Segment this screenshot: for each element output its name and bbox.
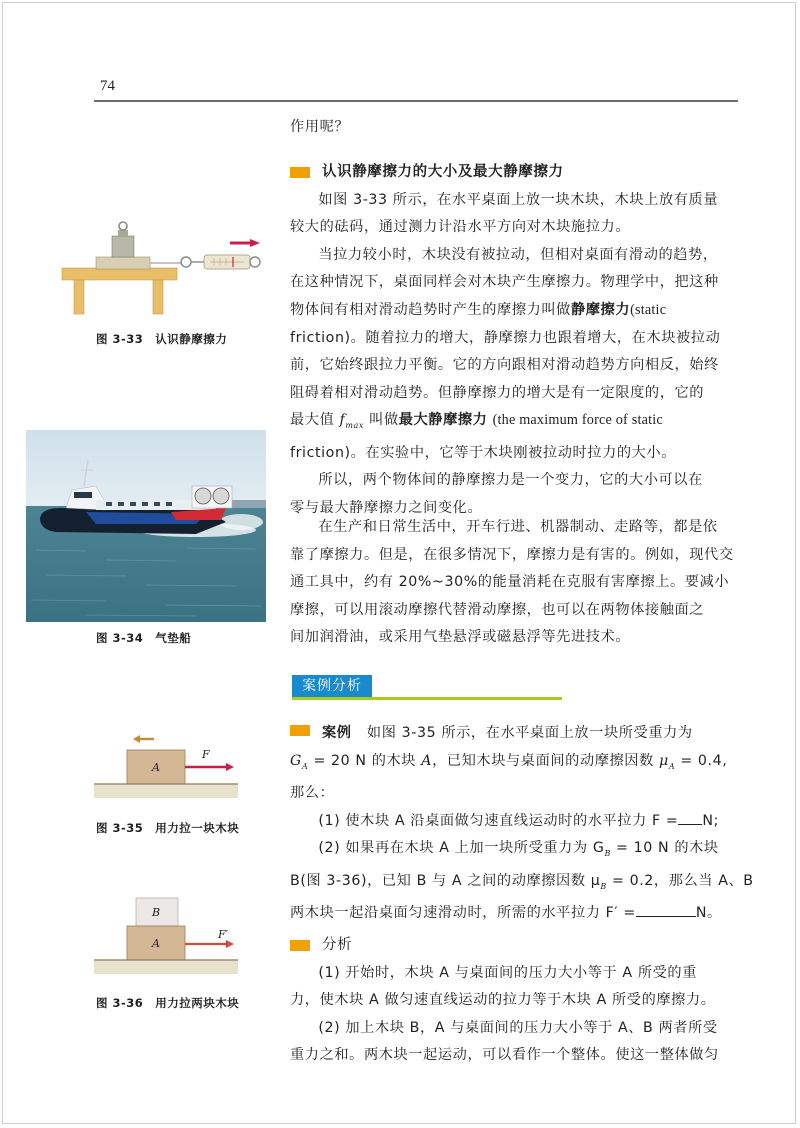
text-line: 力，使木块 A 做匀速直线运动的拉力等于木块 A 所受的摩擦力。 bbox=[290, 992, 716, 1009]
subscript: B bbox=[604, 849, 611, 859]
text-line: 所以，两个物体间的静摩擦力是一个变力，它的大小可以在 bbox=[318, 472, 703, 489]
text-line: 如图 3-33 所示，在水平桌面上放一块木块，木块上放有质量 bbox=[318, 191, 719, 208]
text-run: = 10 N 的木块 bbox=[610, 840, 719, 857]
banner-underline bbox=[292, 697, 562, 700]
block-a-label: A bbox=[152, 761, 160, 774]
case-label: 案例 bbox=[322, 725, 352, 741]
text-line: 间加润滑油，或采用气垫悬浮或磁悬浮等先进技术。 bbox=[290, 629, 631, 646]
text-run: = 0.4, bbox=[675, 752, 728, 769]
paragraph-1 bbox=[290, 187, 740, 242]
text-run: N。 bbox=[695, 905, 722, 922]
subscript: A bbox=[668, 761, 676, 771]
figure-number: 图 3-35 bbox=[96, 821, 144, 835]
analysis-heading-text: 分析 bbox=[322, 937, 353, 953]
text-run: (1) 使木块 A 沿桌面做匀速直线运动时的水平拉力 F = bbox=[318, 812, 679, 829]
analysis-section bbox=[290, 932, 740, 1070]
figure-number: 图 3-34 bbox=[96, 631, 144, 645]
table-spring-scale-illustration bbox=[58, 212, 268, 322]
text-line bbox=[290, 900, 740, 928]
paragraph-2 bbox=[290, 242, 740, 468]
orange-square-marker bbox=[290, 940, 310, 951]
text-run: = 0.2，那么当 A、B bbox=[606, 872, 754, 889]
text-line: 那么： bbox=[290, 785, 335, 802]
text-line: 阻碍着相对滑动趋势。但静摩擦力的增大是有一定限度的，它的 bbox=[290, 384, 705, 401]
text-line: 重力之和。两木块一起运动，可以看作一个整体。使这一整体做匀 bbox=[290, 1047, 719, 1064]
intro-tail bbox=[290, 114, 740, 142]
section-heading-text: 认识静摩擦力的大小及最大静摩擦力 bbox=[322, 164, 564, 180]
figure-3-35-caption bbox=[96, 820, 239, 836]
term-max-static-friction: 最大静摩擦力 bbox=[398, 412, 488, 429]
symbol-f: f bbox=[339, 412, 346, 429]
figure-number: 图 3-33 bbox=[96, 332, 144, 346]
text-line: 靠了摩擦力。但是，在很多情况下，摩擦力是有害的。例如，现代交 bbox=[290, 546, 734, 563]
figure-title: 认识静摩擦力 bbox=[155, 332, 228, 346]
english-term: (the maximum force of static bbox=[492, 412, 663, 429]
text-line: 前，它始终跟拉力平衡。它的方向跟相对滑动趋势方向相反，始终 bbox=[290, 357, 719, 374]
question-2 bbox=[290, 835, 740, 867]
text-run: (2) 如果再在木块 A 上加一块所受重力为 G bbox=[318, 840, 605, 857]
two-blocks-pull-illustration bbox=[92, 896, 242, 976]
block-a-label: A bbox=[152, 937, 160, 950]
figure-title: 气垫船 bbox=[155, 631, 192, 645]
text-line: 在这种情况下，桌面同样会对木块产生摩擦力。物理学中，把这种 bbox=[290, 274, 719, 291]
figure-title: 用力拉两块木块 bbox=[155, 996, 240, 1010]
case-analysis-label: 案例分析 bbox=[292, 675, 372, 697]
figure-3-35 bbox=[92, 730, 242, 800]
text-line bbox=[290, 868, 754, 900]
text-line: 较大的砝码，通过测力计沿水平方向对木块施拉力。 bbox=[290, 219, 631, 236]
symbol-mu: μ bbox=[659, 752, 669, 769]
text-line: (1) 开始时，木块 A 与桌面间的压力大小等于 A 所受的重 bbox=[318, 964, 697, 981]
text-line bbox=[290, 407, 740, 439]
term-static-friction: 静摩擦力 bbox=[570, 301, 631, 318]
text-line: 零与最大静摩擦力之间变化。 bbox=[290, 499, 483, 516]
subscript: A bbox=[301, 761, 309, 771]
text-run: ，已知木块与桌面间的动摩擦因数 bbox=[432, 752, 659, 769]
text-line: 当拉力较小时，木块没有被拉动，但相对桌面有滑动的趋势， bbox=[318, 246, 718, 263]
subscript: B bbox=[600, 881, 607, 891]
block-b-label: B bbox=[152, 906, 161, 919]
figure-title: 用力拉一块木块 bbox=[155, 821, 240, 835]
page-number: 74 bbox=[100, 78, 115, 94]
answer-blank-1 bbox=[678, 808, 702, 825]
english-term: (static bbox=[630, 301, 667, 318]
figure-3-36-caption bbox=[96, 995, 239, 1011]
force-label: F bbox=[202, 748, 210, 761]
text-run: 物体间有相对滑动趋势时产生的摩擦力叫做 bbox=[290, 301, 571, 318]
force-label: F′ bbox=[218, 928, 229, 941]
hovercraft-image bbox=[26, 430, 266, 622]
answer-blank-2 bbox=[636, 900, 696, 917]
text-line: 通工具中，约有 20%~30%的能量消耗在克服有害摩擦上。要减小 bbox=[290, 574, 730, 591]
figure-number: 图 3-36 bbox=[96, 996, 144, 1010]
text-run: 如图 3-35 所示，在水平桌面上放一块所受重力为 bbox=[366, 725, 693, 741]
analysis-heading bbox=[290, 932, 740, 960]
figure-3-33 bbox=[58, 212, 268, 322]
text-line: friction)。随着拉力的增大，静摩擦力也跟着增大，在木块被拉动 bbox=[290, 329, 721, 346]
figure-3-33-caption bbox=[96, 331, 227, 347]
header-rule bbox=[94, 100, 738, 102]
symbol-g: G bbox=[290, 752, 302, 769]
case-analysis-banner bbox=[292, 675, 562, 699]
text-line bbox=[290, 720, 740, 748]
text-run: B(图 3-36)，已知 B 与 A 之间的动摩擦因数 μ bbox=[290, 872, 601, 889]
text-line: 在生产和日常生活中，开车行进、机器制动、走路等，都是依 bbox=[318, 519, 718, 535]
figure-3-34-hovercraft-photo bbox=[26, 430, 266, 622]
figure-3-36 bbox=[92, 896, 242, 976]
block-pull-illustration bbox=[92, 730, 242, 800]
text-run: = 20 N 的木块 bbox=[308, 752, 422, 769]
text-run: 最大值 bbox=[290, 412, 335, 429]
text-line bbox=[290, 748, 740, 780]
section-heading bbox=[290, 159, 740, 187]
figure-3-34-caption bbox=[96, 630, 191, 646]
section-static-friction bbox=[290, 159, 740, 523]
question-1 bbox=[290, 808, 740, 836]
symbol-a: A bbox=[421, 752, 433, 769]
text-line: (2) 加上木块 B，A 与桌面间的压力大小等于 A、B 两者所受 bbox=[318, 1019, 718, 1036]
text-line bbox=[290, 297, 740, 325]
text-run: N; bbox=[702, 812, 719, 829]
text-line: 摩擦，可以用滚动摩擦代替滑动摩擦，也可以在两物体接触面之 bbox=[290, 601, 705, 618]
subscript-max: max bbox=[345, 421, 365, 431]
case-example bbox=[290, 720, 754, 928]
orange-square-marker bbox=[290, 725, 310, 736]
intro-tail-text: 作用呢？ bbox=[290, 119, 350, 135]
paragraph-friction-uses bbox=[290, 514, 740, 652]
orange-square-marker bbox=[290, 167, 310, 178]
text-line: friction)。在实验中，它等于木块刚被拉动时拉力的大小。 bbox=[290, 444, 677, 461]
text-run: 两木块一起沿桌面匀速滑动时，所需的水平拉力 F′ = bbox=[290, 905, 636, 922]
text-run: 叫做 bbox=[369, 412, 399, 429]
